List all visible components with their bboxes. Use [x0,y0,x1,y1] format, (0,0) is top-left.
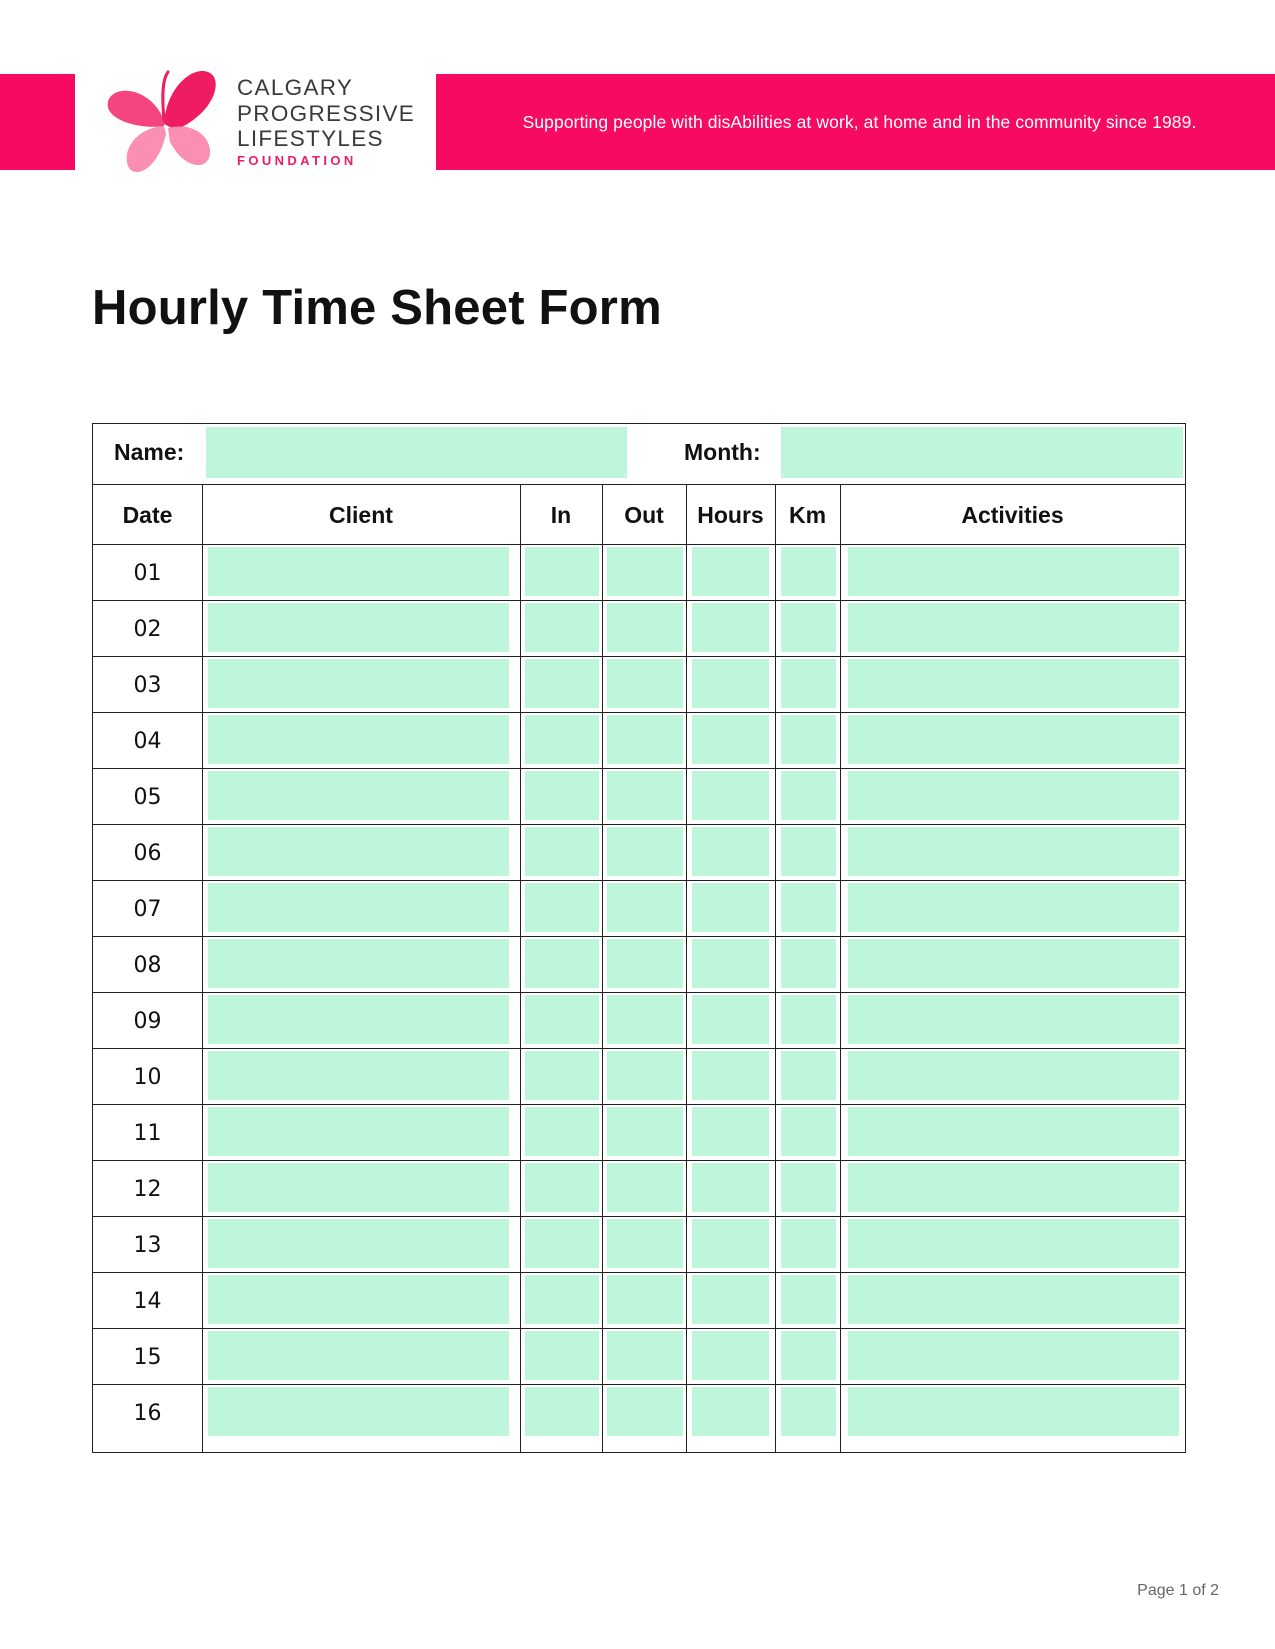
row-divider [93,712,1185,713]
date-cell: 13 [133,1232,162,1258]
out-field[interactable] [607,771,683,820]
hours-field[interactable] [692,883,769,932]
out-field[interactable] [607,1331,683,1380]
row-divider [93,656,1185,657]
date-cell: 01 [133,560,162,586]
client-field[interactable] [208,1107,509,1156]
activities-field[interactable] [848,1163,1179,1212]
hours-field[interactable] [692,1051,769,1100]
logo-wordmark [237,75,415,168]
header-band-left [0,74,75,170]
org-subname: FOUNDATION [237,152,357,168]
row-divider [93,880,1185,881]
out-field[interactable] [607,995,683,1044]
hours-field[interactable] [692,715,769,764]
in-field[interactable] [525,547,599,596]
date-cell: 12 [133,1176,162,1202]
km-field[interactable] [781,1051,836,1100]
client-field[interactable] [208,603,509,652]
hours-field[interactable] [692,1275,769,1324]
column-header-client: Client [329,501,393,528]
hours-field[interactable] [692,827,769,876]
date-cell: 10 [133,1064,162,1090]
in-field[interactable] [525,771,599,820]
butterfly-icon [106,68,224,178]
km-field[interactable] [781,1107,836,1156]
row-divider [93,1104,1185,1105]
in-field[interactable] [525,1107,599,1156]
activities-field[interactable] [848,1275,1179,1324]
activities-field[interactable] [848,1331,1179,1380]
hours-field[interactable] [692,1331,769,1380]
out-field[interactable] [607,1219,683,1268]
column-divider [775,484,776,1452]
row-divider [93,992,1185,993]
tagline: Supporting people with disAbilities at work, at home and in the community since 1989. [522,111,1197,132]
client-field[interactable] [208,1275,509,1324]
row-divider [93,1160,1185,1161]
in-field[interactable] [525,603,599,652]
in-field[interactable] [525,995,599,1044]
in-field[interactable] [525,715,599,764]
client-field[interactable] [208,1219,509,1268]
row-divider [93,1048,1185,1049]
client-field[interactable] [208,1163,509,1212]
date-cell: 05 [133,784,162,810]
client-field[interactable] [208,1387,509,1436]
client-field[interactable] [208,939,509,988]
in-field[interactable] [525,939,599,988]
column-header-date: Date [122,501,173,528]
km-field[interactable] [781,939,836,988]
in-field[interactable] [525,1331,599,1380]
in-field[interactable] [525,1387,599,1436]
date-cell: 02 [133,616,162,642]
client-field[interactable] [208,883,509,932]
client-field[interactable] [208,659,509,708]
km-field[interactable] [781,995,836,1044]
row-divider [93,768,1185,769]
client-field[interactable] [208,1331,509,1380]
hours-field[interactable] [692,771,769,820]
hours-field[interactable] [692,547,769,596]
date-cell: 15 [133,1344,162,1370]
activities-field[interactable] [848,939,1179,988]
out-field[interactable] [607,1275,683,1324]
client-field[interactable] [208,771,509,820]
timesheet-form [92,423,1186,1453]
activities-field[interactable] [848,547,1179,596]
out-field[interactable] [607,1163,683,1212]
out-field[interactable] [607,939,683,988]
km-field[interactable] [781,715,836,764]
hours-field[interactable] [692,1387,769,1436]
org-name-line: CALGARY [237,75,354,100]
client-field[interactable] [208,827,509,876]
activities-field[interactable] [848,1219,1179,1268]
in-field[interactable] [525,1051,599,1100]
km-field[interactable] [781,827,836,876]
out-field[interactable] [607,1051,683,1100]
org-name-line: LIFESTYLES [237,126,384,151]
date-cell: 14 [133,1288,162,1314]
month-label: Month: [684,439,761,465]
date-cell: 16 [133,1400,162,1426]
header-band-right [436,74,1275,170]
column-divider [202,484,203,1452]
column-header-activities: Activities [961,501,1064,528]
page-title: Hourly Time Sheet Form [92,281,662,335]
activities-field[interactable] [848,603,1179,652]
activities-field[interactable] [848,995,1179,1044]
row-divider [93,824,1185,825]
activities-field[interactable] [848,827,1179,876]
hours-field[interactable] [692,995,769,1044]
out-field[interactable] [607,715,683,764]
km-field[interactable] [781,1331,836,1380]
km-field[interactable] [781,1387,836,1436]
out-field[interactable] [607,827,683,876]
activities-field[interactable] [848,715,1179,764]
out-field[interactable] [607,1107,683,1156]
out-field[interactable] [607,1387,683,1436]
hours-field[interactable] [692,1219,769,1268]
column-divider [602,484,603,1452]
name-label: Name: [114,439,185,465]
row-divider [93,1216,1185,1217]
km-field[interactable] [781,1219,836,1268]
column-header-hours: Hours [697,501,764,528]
in-field[interactable] [525,827,599,876]
hours-field[interactable] [692,1107,769,1156]
row-divider [93,1384,1185,1385]
hours-field[interactable] [692,939,769,988]
activities-field[interactable] [848,1387,1179,1436]
column-divider [840,484,841,1452]
km-field[interactable] [781,1163,836,1212]
client-field[interactable] [208,1051,509,1100]
date-cell: 03 [133,672,162,698]
client-field[interactable] [208,995,509,1044]
date-cell: 04 [133,728,162,754]
in-field[interactable] [525,1163,599,1212]
in-field[interactable] [525,659,599,708]
in-field[interactable] [525,1275,599,1324]
column-header-out: Out [624,501,664,528]
date-cell: 11 [133,1120,162,1146]
org-name-line: PROGRESSIVE [237,100,416,126]
client-field[interactable] [208,715,509,764]
km-field[interactable] [781,659,836,708]
in-field[interactable] [525,1219,599,1268]
hours-field[interactable] [692,1163,769,1212]
month-field[interactable] [781,427,1183,478]
date-cell: 06 [133,840,162,866]
km-field[interactable] [781,883,836,932]
column-header-km: Km [788,501,827,528]
out-field[interactable] [607,659,683,708]
row-divider [93,1328,1185,1329]
page-number: Page 1 of 2 [1137,1582,1219,1599]
activities-field[interactable] [848,1107,1179,1156]
activities-field[interactable] [848,659,1179,708]
date-cell: 08 [133,952,162,978]
row-divider [93,936,1185,937]
hours-field[interactable] [692,659,769,708]
date-cell: 09 [133,1008,162,1034]
name-field[interactable] [206,427,627,478]
activities-field[interactable] [848,883,1179,932]
column-divider [686,484,687,1452]
row-divider [93,544,1185,545]
column-divider [520,484,521,1452]
activities-field[interactable] [848,771,1179,820]
column-header-in: In [550,501,572,528]
hours-field[interactable] [692,603,769,652]
out-field[interactable] [607,883,683,932]
km-field[interactable] [781,771,836,820]
client-field[interactable] [208,547,509,596]
out-field[interactable] [607,547,683,596]
km-field[interactable] [781,547,836,596]
date-cell: 07 [133,896,162,922]
row-divider [93,1272,1185,1273]
in-field[interactable] [525,883,599,932]
km-field[interactable] [781,603,836,652]
activities-field[interactable] [848,1051,1179,1100]
km-field[interactable] [781,1275,836,1324]
row-divider [93,600,1185,601]
out-field[interactable] [607,603,683,652]
